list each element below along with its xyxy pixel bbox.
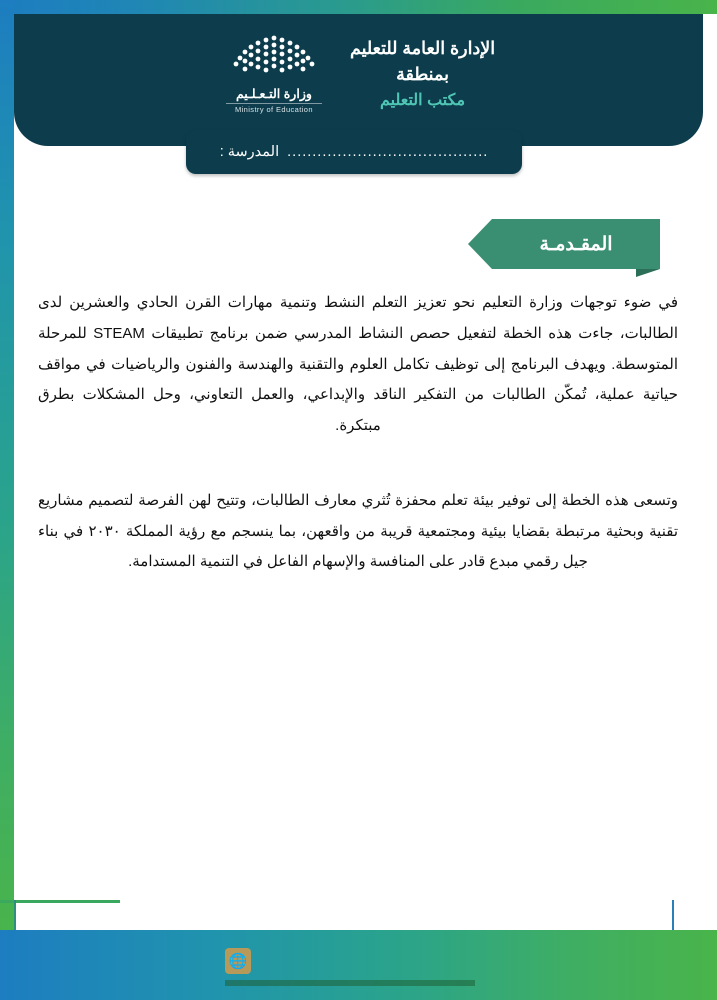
header-line-1: الإدارة العامة للتعليم — [349, 37, 496, 58]
section-title-ribbon — [468, 219, 660, 277]
globe-icon: 🌐 — [225, 948, 251, 974]
paragraph-1: في ضوء توجهات وزارة التعليم نحو تعزيز التعلم النشط وتنمية مهارات القرن الحادي والعشرين لدى الطالبات، جاءت هذه الخطة لتفعيل حصص النشاط المدرسي ضمن برنامج تطبيقات STEAM للمرحلة المتوسطة. ويهدف البرنامج إلى توظيف تكامل العلوم والتقنية والهندسة والفنون والرياضيات في مواقف حياتية عملية، تُمكّن الطالبات من التفكير الناقد والإبداعي، والعمل التعاوني، وحل المشكلات بطرق مبتكرة. — [38, 294, 678, 434]
footer-accent-strip — [225, 980, 475, 986]
document-body — [38, 288, 678, 622]
ministry-name-english: Ministry of Education — [234, 104, 313, 114]
header-title-block — [350, 35, 495, 114]
ministry-of-education-logo — [222, 34, 332, 115]
footer-gradient-bar — [0, 930, 717, 1000]
ministry-name-arabic: وزارة التـعـلـيم — [235, 86, 312, 101]
paragraph-2: وتسعى هذه الخطة إلى توفير بيئة تعلم محفزة تُثري معارف الطالبات، وتتيح لهن الفرصة لتصميم مشاريع تقنية وبحثية مرتبطة بقضايا بيئية ومجتمعية قريبة من واقعهن، بما ينسجم مع رؤية المملكة ٢٠٣٠ في بناء جيل رقمي مبدع قادر على المنافسة والإسهام الفاعل في التنمية المستدامة. — [38, 491, 678, 571]
ribbon-fold-icon — [636, 269, 660, 277]
section-title: المقـدمـة — [492, 219, 660, 269]
top-gradient-bar — [0, 0, 717, 14]
header-line-3: مكتب التعليم — [379, 92, 466, 110]
left-gradient-rail — [0, 0, 14, 940]
ribbon-arrow-icon — [468, 219, 492, 269]
school-name-value: ........................................ — [287, 144, 489, 160]
logo-divider — [226, 103, 322, 104]
ministry-emblem-icon — [222, 34, 326, 82]
header-line-2: بمنطقة — [396, 64, 449, 84]
school-name-label: المدرسة : — [219, 144, 280, 160]
school-name-field[interactable] — [186, 130, 522, 174]
document-header — [14, 14, 703, 146]
ministry-logo-wordmark — [226, 87, 322, 115]
